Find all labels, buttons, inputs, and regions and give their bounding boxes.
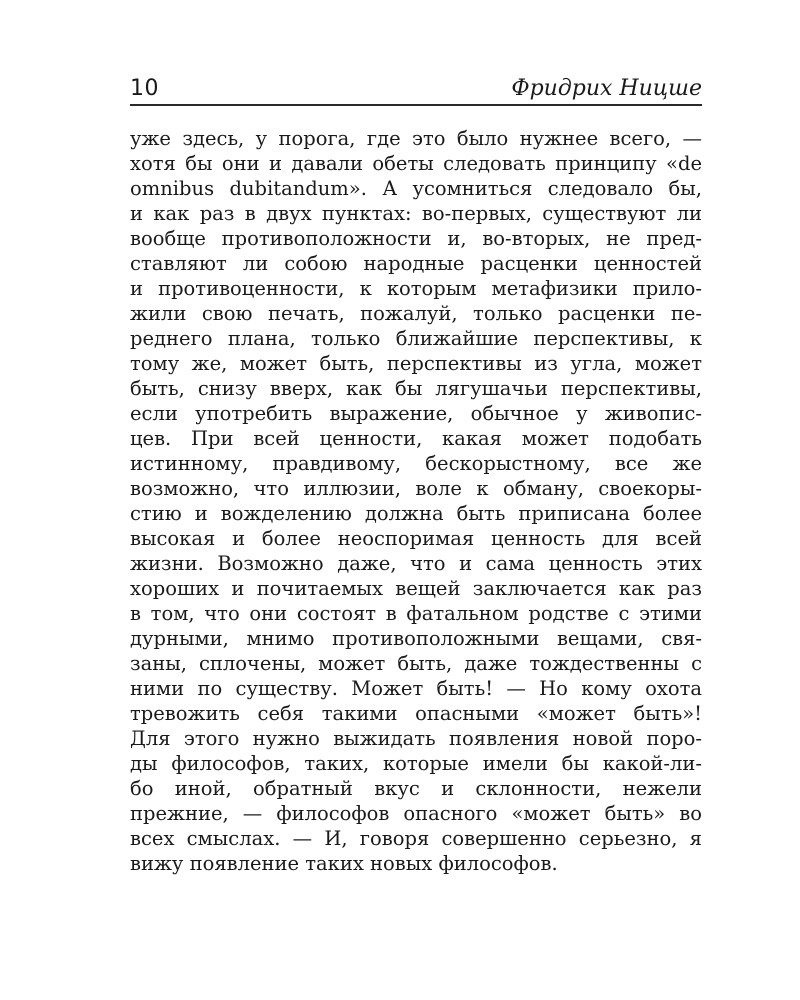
text-line: жили свою печать, пожалуй, только расценки пе- (130, 302, 702, 325)
text-line: omnibus dubitandum». А усомниться следовало бы, (130, 177, 702, 200)
text-line: ними по существу. Может быть! — Но кому охота (130, 677, 702, 700)
text-line: в том, что они состоят в фатальном родстве с этими (130, 602, 702, 625)
text-line: быть, снизу вверх, как бы лягушачьи перспективы, (130, 377, 702, 400)
text-line: реднего плана, только ближайшие перспективы, к (130, 327, 702, 350)
text-line: ставляют ли собою народные расценки ценностей (130, 252, 702, 275)
text-line: высокая и более неоспоримая ценность для всей (130, 527, 702, 550)
book-page (130, 72, 702, 876)
text-line: и противоценности, к которым метафизики прило- (130, 277, 702, 300)
running-title: Фридрих Ницше (511, 76, 702, 101)
text-line: бо иной, обратный вкус и склонности, нежели (130, 777, 702, 800)
text-line: стию и вожделению должна быть приписана более (130, 502, 702, 525)
text-line: вообще противоположности и, во-вторых, не пред- (130, 227, 702, 250)
running-head (130, 72, 702, 106)
text-line: хотя бы они и давали обеты следовать принципу «de (130, 152, 702, 175)
text-body (130, 126, 702, 876)
text-line: хороших и почитаемых вещей заключается как раз (130, 577, 702, 600)
text-line: возможно, что иллюзии, воле к обману, своекоры- (130, 477, 702, 500)
page-number: 10 (130, 76, 159, 101)
text-line: жизни. Возможно даже, что и сама ценность этих (130, 552, 702, 575)
text-line: дурными, мнимо противоположными вещами, свя- (130, 627, 702, 650)
text-line: вижу появление таких новых философов. (130, 852, 558, 875)
text-line: уже здесь, у порога, где это было нужнее всего, — (130, 127, 702, 150)
text-line: тому же, может быть, перспективы из угла, может (130, 352, 702, 375)
text-line: заны, сплочены, может быть, даже тождественны с (130, 652, 702, 675)
text-line: прежние, — философов опасного «может быть» во (130, 802, 702, 825)
text-line: Для этого нужно выжидать появления новой поро- (130, 727, 702, 750)
text-line: истинному, правдивому, бескорыстному, все же (130, 452, 702, 475)
text-line: если употребить выражение, обычное у живопис- (130, 402, 702, 425)
text-line: всех смыслах. — И, говоря совершенно серьезно, я (130, 827, 702, 850)
text-line: тревожить себя такими опасными «может быть»! (130, 702, 702, 725)
text-line: и как раз в двух пунктах: во-первых, существуют ли (130, 202, 702, 225)
text-line: ды философов, таких, которые имели бы какой-ли- (130, 752, 702, 775)
text-line: цев. При всей ценности, какая может подобать (130, 427, 702, 450)
